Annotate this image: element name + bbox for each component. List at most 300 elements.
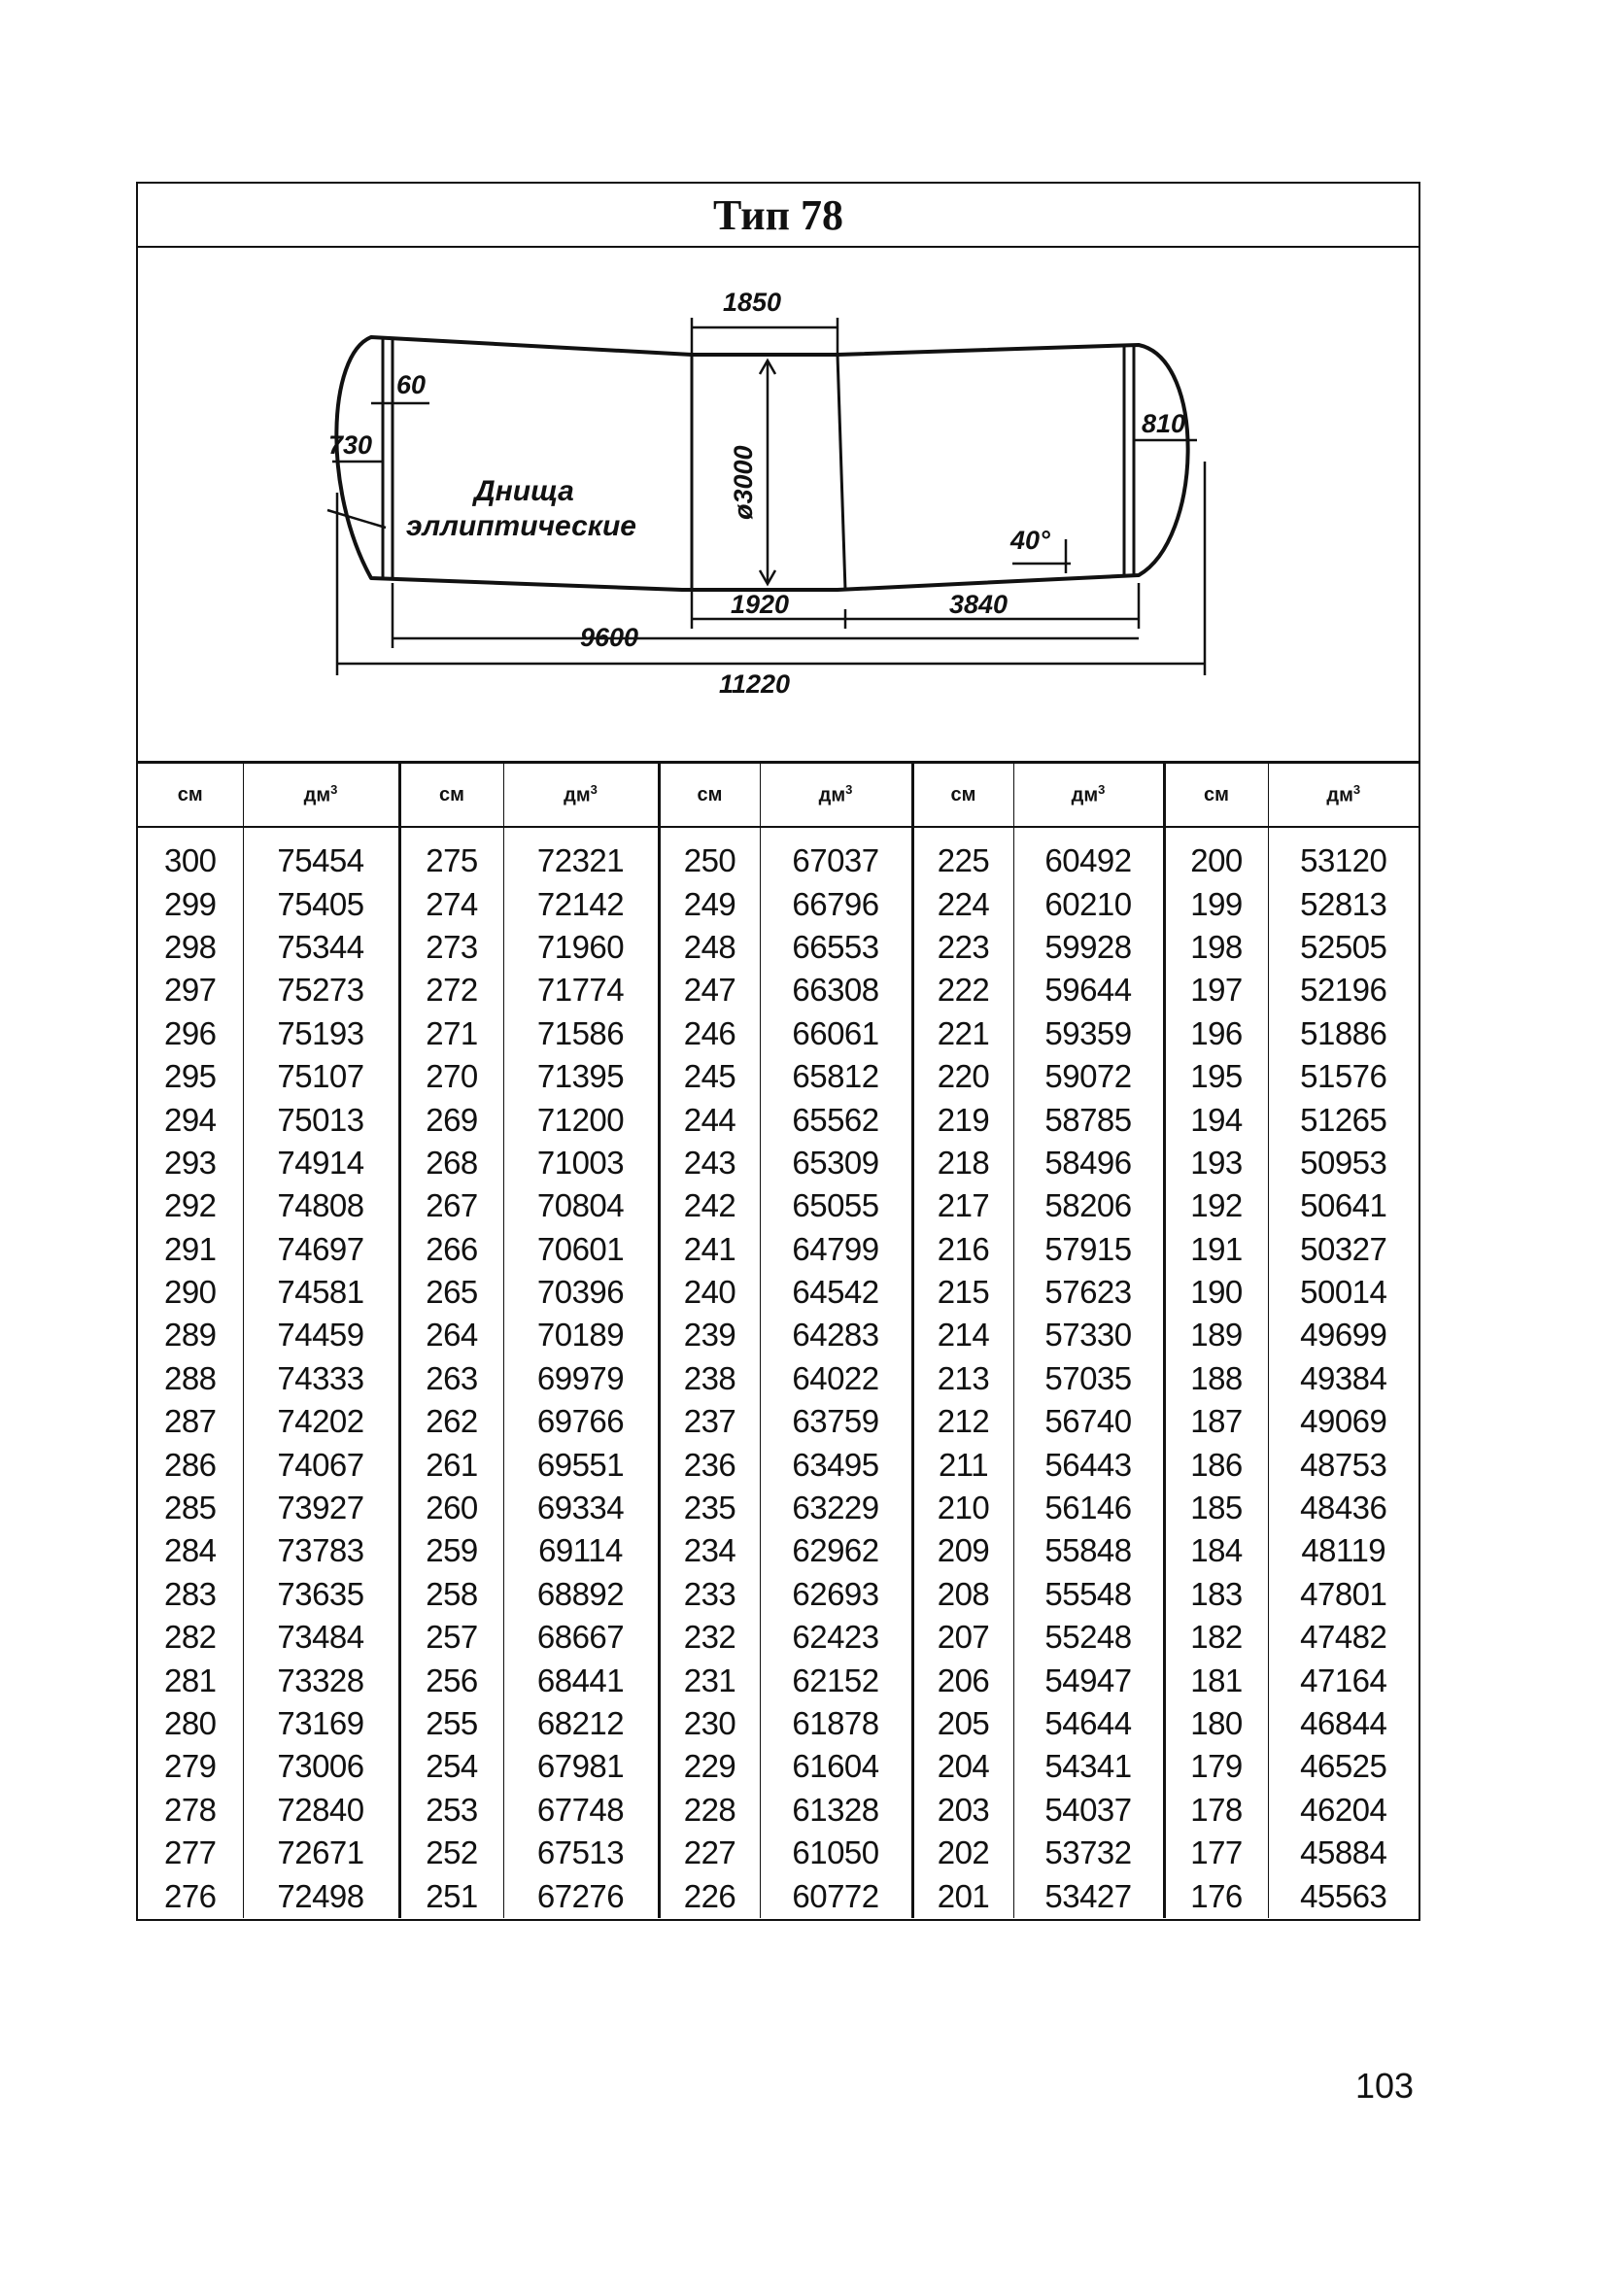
level-cm-cell: 192 xyxy=(1164,1184,1268,1227)
level-cm-cell: 259 xyxy=(399,1529,503,1572)
header-dm-text: дм xyxy=(303,784,331,806)
level-cm-cell: 269 xyxy=(399,1098,503,1141)
volume-dm3-cell: 57623 xyxy=(1013,1271,1164,1314)
volume-dm3-cell: 62962 xyxy=(760,1529,912,1572)
table-row xyxy=(138,1357,1419,1400)
volume-dm3-cell: 51886 xyxy=(1300,1014,1387,1051)
table-row xyxy=(138,1314,1419,1356)
capacity-table xyxy=(138,764,1419,1918)
volume-dm3-cell: 65562 xyxy=(760,1098,912,1141)
level-cm-cell: 229 xyxy=(659,1745,760,1788)
volume-dm3-cell: 74808 xyxy=(243,1184,399,1227)
level-cm-cell: 286 xyxy=(138,1443,243,1486)
volume-dm3-cell: 64283 xyxy=(760,1314,912,1356)
level-cm-cell: 178 xyxy=(1164,1789,1268,1832)
table-row xyxy=(138,1142,1419,1184)
level-cm-cell: 249 xyxy=(659,882,760,925)
level-cm-cell: 217 xyxy=(912,1184,1013,1227)
table-row xyxy=(138,1228,1419,1271)
volume-dm3-cell: 51576 xyxy=(1300,1058,1387,1095)
header-cm: см xyxy=(659,764,760,827)
level-cm-cell: 240 xyxy=(659,1271,760,1314)
volume-dm3-cell: 67037 xyxy=(760,827,912,882)
heads-label-line1: Днища xyxy=(474,475,574,507)
level-cm-cell: 244 xyxy=(659,1098,760,1141)
level-cm-cell: 202 xyxy=(912,1832,1013,1874)
level-cm-cell: 215 xyxy=(912,1271,1013,1314)
level-cm-cell: 288 xyxy=(138,1357,243,1400)
level-cm-cell: 263 xyxy=(399,1357,503,1400)
level-cm-cell: 271 xyxy=(399,1012,503,1055)
level-cm-cell: 198 xyxy=(1164,926,1268,969)
volume-dm3-cell: 69334 xyxy=(503,1487,659,1529)
table-row xyxy=(138,1400,1419,1443)
volume-dm3-cell: 54037 xyxy=(1013,1789,1164,1832)
table-row xyxy=(138,1271,1419,1314)
volume-dm3-cell: 60772 xyxy=(760,1874,912,1917)
level-cm-cell: 193 xyxy=(1164,1142,1268,1184)
level-cm-cell: 280 xyxy=(138,1702,243,1745)
level-cm-cell: 183 xyxy=(1164,1573,1268,1616)
level-cm-cell: 290 xyxy=(138,1271,243,1314)
volume-dm3-cell: 67981 xyxy=(503,1745,659,1788)
volume-dm3-cell: 50953 xyxy=(1300,1144,1387,1181)
level-cm-cell: 248 xyxy=(659,926,760,969)
title-row xyxy=(138,184,1419,248)
volume-dm3-cell: 56443 xyxy=(1013,1443,1164,1486)
level-cm-cell: 177 xyxy=(1164,1832,1268,1874)
volume-dm3-cell: 45563 xyxy=(1300,1877,1387,1914)
volume-dm3-cell: 54947 xyxy=(1013,1659,1164,1701)
level-cm-cell: 281 xyxy=(138,1659,243,1701)
volume-dm3-cell: 73783 xyxy=(243,1529,399,1572)
level-cm-cell: 186 xyxy=(1164,1443,1268,1486)
volume-dm3-cell: 55848 xyxy=(1013,1529,1164,1572)
level-cm-cell: 209 xyxy=(912,1529,1013,1572)
header-dm3 xyxy=(243,764,399,827)
volume-dm3-cell: 70601 xyxy=(503,1228,659,1271)
table-row xyxy=(138,1832,1419,1874)
level-cm-cell: 292 xyxy=(138,1184,243,1227)
level-cm-cell: 180 xyxy=(1164,1702,1268,1745)
volume-dm3-cell: 68892 xyxy=(503,1573,659,1616)
level-cm-cell: 251 xyxy=(399,1874,503,1917)
header-dm-sup: 3 xyxy=(590,782,598,798)
level-cm-cell: 185 xyxy=(1164,1487,1268,1529)
volume-dm3-cell: 49384 xyxy=(1300,1359,1387,1396)
volume-dm3-cell: 73328 xyxy=(243,1659,399,1701)
tank-diagram xyxy=(138,248,1419,764)
level-cm-cell: 235 xyxy=(659,1487,760,1529)
volume-dm3-cell: 69551 xyxy=(503,1443,659,1486)
volume-dm3-cell: 70189 xyxy=(503,1314,659,1356)
volume-dm3-cell: 63229 xyxy=(760,1487,912,1529)
level-cm-cell: 214 xyxy=(912,1314,1013,1356)
volume-dm3-cell: 65812 xyxy=(760,1055,912,1098)
level-cm-cell: 293 xyxy=(138,1142,243,1184)
volume-dm3-cell: 50014 xyxy=(1300,1274,1387,1311)
level-cm-cell: 219 xyxy=(912,1098,1013,1141)
volume-dm3-cell: 72671 xyxy=(243,1832,399,1874)
level-cm-cell: 261 xyxy=(399,1443,503,1486)
level-cm-cell: 232 xyxy=(659,1616,760,1659)
volume-dm3-cell: 72498 xyxy=(243,1874,399,1917)
level-cm-cell: 187 xyxy=(1164,1400,1268,1443)
level-cm-cell: 250 xyxy=(659,827,760,882)
volume-dm3-cell: 49699 xyxy=(1300,1317,1387,1354)
level-cm-cell: 294 xyxy=(138,1098,243,1141)
table-row xyxy=(138,1789,1419,1832)
dim-overall-length: 11220 xyxy=(719,669,791,699)
volume-dm3-cell: 52505 xyxy=(1300,928,1387,965)
level-cm-cell: 279 xyxy=(138,1745,243,1788)
volume-dm3-cell: 71586 xyxy=(503,1012,659,1055)
volume-dm3-cell: 75013 xyxy=(243,1098,399,1141)
volume-dm3-cell: 46844 xyxy=(1300,1705,1387,1741)
level-cm-cell: 272 xyxy=(399,969,503,1011)
level-cm-cell: 282 xyxy=(138,1616,243,1659)
volume-dm3-cell: 75273 xyxy=(243,969,399,1011)
level-cm-cell: 228 xyxy=(659,1789,760,1832)
level-cm-cell: 203 xyxy=(912,1789,1013,1832)
volume-dm3-cell: 64022 xyxy=(760,1357,912,1400)
table-row xyxy=(138,1184,1419,1227)
volume-dm3-cell: 67748 xyxy=(503,1789,659,1832)
level-cm-cell: 278 xyxy=(138,1789,243,1832)
level-cm-cell: 257 xyxy=(399,1616,503,1659)
level-cm-cell: 194 xyxy=(1164,1098,1268,1141)
volume-dm3-cell: 68667 xyxy=(503,1616,659,1659)
level-cm-cell: 247 xyxy=(659,969,760,1011)
level-cm-cell: 243 xyxy=(659,1142,760,1184)
volume-dm3-cell: 47164 xyxy=(1300,1662,1387,1698)
volume-dm3-cell: 61050 xyxy=(760,1832,912,1874)
level-cm-cell: 188 xyxy=(1164,1357,1268,1400)
table-row xyxy=(138,1012,1419,1055)
volume-dm3-cell: 61328 xyxy=(760,1789,912,1832)
level-cm-cell: 239 xyxy=(659,1314,760,1356)
level-cm-cell: 213 xyxy=(912,1357,1013,1400)
level-cm-cell: 264 xyxy=(399,1314,503,1356)
volume-dm3-cell: 58206 xyxy=(1013,1184,1164,1227)
level-cm-cell: 277 xyxy=(138,1832,243,1874)
volume-dm3-cell: 62152 xyxy=(760,1659,912,1701)
table-row xyxy=(138,1443,1419,1486)
level-cm-cell: 190 xyxy=(1164,1271,1268,1314)
volume-dm3-cell: 69979 xyxy=(503,1357,659,1400)
level-cm-cell: 204 xyxy=(912,1745,1013,1788)
level-cm-cell: 287 xyxy=(138,1400,243,1443)
volume-dm3-cell: 73635 xyxy=(243,1573,399,1616)
level-cm-cell: 274 xyxy=(399,882,503,925)
header-dm-sup: 3 xyxy=(1352,782,1361,798)
table-row xyxy=(138,926,1419,969)
table-row xyxy=(138,1098,1419,1141)
volume-dm3-cell: 71774 xyxy=(503,969,659,1011)
level-cm-cell: 205 xyxy=(912,1702,1013,1745)
volume-dm3-cell: 59644 xyxy=(1013,969,1164,1011)
volume-dm3-cell: 75107 xyxy=(243,1055,399,1098)
level-cm-cell: 199 xyxy=(1164,882,1268,925)
table-row xyxy=(138,969,1419,1011)
level-cm-cell: 267 xyxy=(399,1184,503,1227)
level-cm-cell: 237 xyxy=(659,1400,760,1443)
page-number: 103 xyxy=(1355,2066,1415,2106)
volume-dm3-cell: 46525 xyxy=(1300,1748,1387,1785)
volume-dm3-cell: 55248 xyxy=(1013,1616,1164,1659)
level-cm-cell: 226 xyxy=(659,1874,760,1917)
volume-dm3-cell: 64799 xyxy=(760,1228,912,1271)
volume-dm3-cell: 74333 xyxy=(243,1357,399,1400)
header-cm: см xyxy=(399,764,503,827)
header-dm3 xyxy=(760,764,912,827)
volume-dm3-cell: 50641 xyxy=(1300,1187,1387,1224)
level-cm-cell: 254 xyxy=(399,1745,503,1788)
level-cm-cell: 285 xyxy=(138,1487,243,1529)
volume-dm3-cell: 70804 xyxy=(503,1184,659,1227)
header-cm: см xyxy=(1164,764,1268,827)
level-cm-cell: 266 xyxy=(399,1228,503,1271)
volume-dm3-cell: 72142 xyxy=(503,882,659,925)
level-cm-cell: 191 xyxy=(1164,1228,1268,1271)
volume-dm3-cell: 65309 xyxy=(760,1142,912,1184)
volume-dm3-cell: 54341 xyxy=(1013,1745,1164,1788)
level-cm-cell: 224 xyxy=(912,882,1013,925)
level-cm-cell: 273 xyxy=(399,926,503,969)
level-cm-cell: 179 xyxy=(1164,1745,1268,1788)
level-cm-cell: 245 xyxy=(659,1055,760,1098)
volume-dm3-cell: 48753 xyxy=(1300,1446,1387,1483)
level-cm-cell: 227 xyxy=(659,1832,760,1874)
level-cm-cell: 270 xyxy=(399,1055,503,1098)
level-cm-cell: 216 xyxy=(912,1228,1013,1271)
volume-dm3-cell: 73927 xyxy=(243,1487,399,1529)
header-dm3 xyxy=(1268,764,1419,827)
volume-dm3-cell: 75405 xyxy=(243,882,399,925)
volume-dm3-cell: 68441 xyxy=(503,1659,659,1701)
volume-dm3-cell: 52196 xyxy=(1300,972,1387,1009)
level-cm-cell: 195 xyxy=(1164,1055,1268,1098)
level-cm-cell: 184 xyxy=(1164,1529,1268,1572)
level-cm-cell: 207 xyxy=(912,1616,1013,1659)
volume-dm3-cell: 53427 xyxy=(1013,1874,1164,1917)
level-cm-cell: 206 xyxy=(912,1659,1013,1701)
volume-dm3-cell: 59072 xyxy=(1013,1055,1164,1098)
level-cm-cell: 276 xyxy=(138,1874,243,1917)
level-cm-cell: 296 xyxy=(138,1012,243,1055)
level-cm-cell: 295 xyxy=(138,1055,243,1098)
table-row xyxy=(138,1573,1419,1616)
dim-diameter: ø3000 xyxy=(729,445,758,520)
volume-dm3-cell: 57915 xyxy=(1013,1228,1164,1271)
volume-dm3-cell: 66796 xyxy=(760,882,912,925)
level-cm-cell: 200 xyxy=(1164,827,1268,882)
volume-dm3-cell: 75344 xyxy=(243,926,399,969)
volume-dm3-cell: 57035 xyxy=(1013,1357,1164,1400)
level-cm-cell: 268 xyxy=(399,1142,503,1184)
volume-dm3-cell: 51265 xyxy=(1300,1101,1387,1138)
volume-dm3-cell: 74581 xyxy=(243,1271,399,1314)
volume-dm3-cell: 71960 xyxy=(503,926,659,969)
volume-dm3-cell: 66061 xyxy=(760,1012,912,1055)
volume-dm3-cell: 47801 xyxy=(1300,1575,1387,1612)
level-cm-cell: 246 xyxy=(659,1012,760,1055)
dim-inner-length: 9600 xyxy=(580,623,639,652)
level-cm-cell: 242 xyxy=(659,1184,760,1227)
level-cm-cell: 283 xyxy=(138,1573,243,1616)
header-dm3 xyxy=(1013,764,1164,827)
level-cm-cell: 208 xyxy=(912,1573,1013,1616)
level-cm-cell: 182 xyxy=(1164,1616,1268,1659)
level-cm-cell: 218 xyxy=(912,1142,1013,1184)
level-cm-cell: 297 xyxy=(138,969,243,1011)
volume-dm3-cell: 75193 xyxy=(243,1012,399,1055)
header-dm-text: дм xyxy=(1326,784,1353,806)
level-cm-cell: 255 xyxy=(399,1702,503,1745)
level-cm-cell: 231 xyxy=(659,1659,760,1701)
volume-dm3-cell: 58785 xyxy=(1013,1098,1164,1141)
volume-dm3-cell: 62693 xyxy=(760,1573,912,1616)
header-dm-text: дм xyxy=(564,784,591,806)
page-frame xyxy=(136,182,1420,1921)
level-cm-cell: 252 xyxy=(399,1832,503,1874)
volume-dm3-cell: 67513 xyxy=(503,1832,659,1874)
volume-dm3-cell: 48119 xyxy=(1301,1532,1386,1569)
volume-dm3-cell: 59359 xyxy=(1013,1012,1164,1055)
level-cm-cell: 211 xyxy=(912,1443,1013,1486)
level-cm-cell: 262 xyxy=(399,1400,503,1443)
volume-dm3-cell: 73006 xyxy=(243,1745,399,1788)
table-row xyxy=(138,827,1419,882)
header-dm-text: дм xyxy=(818,784,846,806)
level-cm-cell: 284 xyxy=(138,1529,243,1572)
volume-dm3-cell: 63759 xyxy=(760,1400,912,1443)
level-cm-cell: 241 xyxy=(659,1228,760,1271)
level-cm-cell: 210 xyxy=(912,1487,1013,1529)
volume-dm3-cell: 72321 xyxy=(503,827,659,882)
dim-right-head: 810 xyxy=(1142,409,1186,438)
level-cm-cell: 189 xyxy=(1164,1314,1268,1356)
volume-dm3-cell: 71200 xyxy=(503,1098,659,1141)
tank-outline xyxy=(336,337,1187,590)
table-row xyxy=(138,1659,1419,1701)
volume-dm3-cell: 57330 xyxy=(1013,1314,1164,1356)
volume-dm3-cell: 72840 xyxy=(243,1789,399,1832)
volume-dm3-cell: 71395 xyxy=(503,1055,659,1098)
volume-dm3-cell: 68212 xyxy=(503,1702,659,1745)
volume-dm3-cell: 45884 xyxy=(1300,1834,1387,1871)
level-cm-cell: 222 xyxy=(912,969,1013,1011)
table-row xyxy=(138,1616,1419,1659)
level-cm-cell: 233 xyxy=(659,1573,760,1616)
level-cm-cell: 212 xyxy=(912,1400,1013,1443)
volume-dm3-cell: 60492 xyxy=(1013,827,1164,882)
volume-dm3-cell: 52813 xyxy=(1300,885,1387,922)
level-cm-cell: 265 xyxy=(399,1271,503,1314)
level-cm-cell: 221 xyxy=(912,1012,1013,1055)
volume-dm3-cell: 47482 xyxy=(1300,1619,1387,1656)
header-dm-text: дм xyxy=(1071,784,1099,806)
dim-end-offset: 60 xyxy=(396,370,427,399)
volume-dm3-cell: 74067 xyxy=(243,1443,399,1486)
level-cm-cell: 176 xyxy=(1164,1874,1268,1917)
volume-dm3-cell: 73484 xyxy=(243,1616,399,1659)
level-cm-cell: 253 xyxy=(399,1789,503,1832)
dim-slope: 40° xyxy=(1010,526,1050,555)
level-cm-cell: 260 xyxy=(399,1487,503,1529)
volume-dm3-cell: 66308 xyxy=(760,969,912,1011)
table-row xyxy=(138,1055,1419,1098)
table-title: Тип 78 xyxy=(713,190,843,239)
volume-dm3-cell: 60210 xyxy=(1013,882,1164,925)
volume-dm3-cell: 65055 xyxy=(760,1184,912,1227)
table-row xyxy=(138,1529,1419,1572)
header-cm: см xyxy=(912,764,1013,827)
table-row xyxy=(138,1874,1419,1917)
volume-dm3-cell: 58496 xyxy=(1013,1142,1164,1184)
header-dm3 xyxy=(503,764,659,827)
volume-dm3-cell: 62423 xyxy=(760,1616,912,1659)
level-cm-cell: 238 xyxy=(659,1357,760,1400)
volume-dm3-cell: 64542 xyxy=(760,1271,912,1314)
volume-dm3-cell: 74697 xyxy=(243,1228,399,1271)
level-cm-cell: 256 xyxy=(399,1659,503,1701)
level-cm-cell: 196 xyxy=(1164,1012,1268,1055)
level-cm-cell: 201 xyxy=(912,1874,1013,1917)
dim-right-cyl: 3840 xyxy=(949,590,1009,619)
volume-dm3-cell: 55548 xyxy=(1013,1573,1164,1616)
volume-dm3-cell: 53732 xyxy=(1013,1832,1164,1874)
volume-dm3-cell: 66553 xyxy=(760,926,912,969)
level-cm-cell: 230 xyxy=(659,1702,760,1745)
volume-dm3-cell: 54644 xyxy=(1013,1702,1164,1745)
volume-dm3-cell: 74459 xyxy=(243,1314,399,1356)
volume-dm3-cell: 50327 xyxy=(1300,1230,1387,1267)
volume-dm3-cell: 74914 xyxy=(243,1142,399,1184)
dim-top-cyl: 1850 xyxy=(723,288,782,317)
header-dm-sup: 3 xyxy=(1098,782,1106,798)
table-row xyxy=(138,1487,1419,1529)
header-cm: см xyxy=(138,764,243,827)
level-cm-cell: 197 xyxy=(1164,969,1268,1011)
level-cm-cell: 299 xyxy=(138,882,243,925)
level-cm-cell: 289 xyxy=(138,1314,243,1356)
volume-dm3-cell: 74202 xyxy=(243,1400,399,1443)
level-cm-cell: 220 xyxy=(912,1055,1013,1098)
volume-dm3-cell: 73169 xyxy=(243,1702,399,1745)
level-cm-cell: 234 xyxy=(659,1529,760,1572)
volume-dm3-cell: 67276 xyxy=(503,1874,659,1917)
volume-dm3-cell: 63495 xyxy=(760,1443,912,1486)
level-cm-cell: 236 xyxy=(659,1443,760,1486)
level-cm-cell: 298 xyxy=(138,926,243,969)
volume-dm3-cell: 61604 xyxy=(760,1745,912,1788)
table-row xyxy=(138,1745,1419,1788)
header-dm-sup: 3 xyxy=(845,782,853,798)
heads-label-line2: эллиптические xyxy=(406,510,636,542)
level-cm-cell: 300 xyxy=(138,827,243,882)
table-row xyxy=(138,882,1419,925)
volume-dm3-cell: 56740 xyxy=(1013,1400,1164,1443)
volume-dm3-cell: 70396 xyxy=(503,1271,659,1314)
header-dm-sup: 3 xyxy=(330,782,338,798)
level-cm-cell: 181 xyxy=(1164,1659,1268,1701)
level-cm-cell: 275 xyxy=(399,827,503,882)
volume-dm3-cell: 61878 xyxy=(760,1702,912,1745)
volume-dm3-cell: 56146 xyxy=(1013,1487,1164,1529)
table-body xyxy=(138,827,1419,1918)
volume-dm3-cell: 49069 xyxy=(1300,1403,1387,1440)
